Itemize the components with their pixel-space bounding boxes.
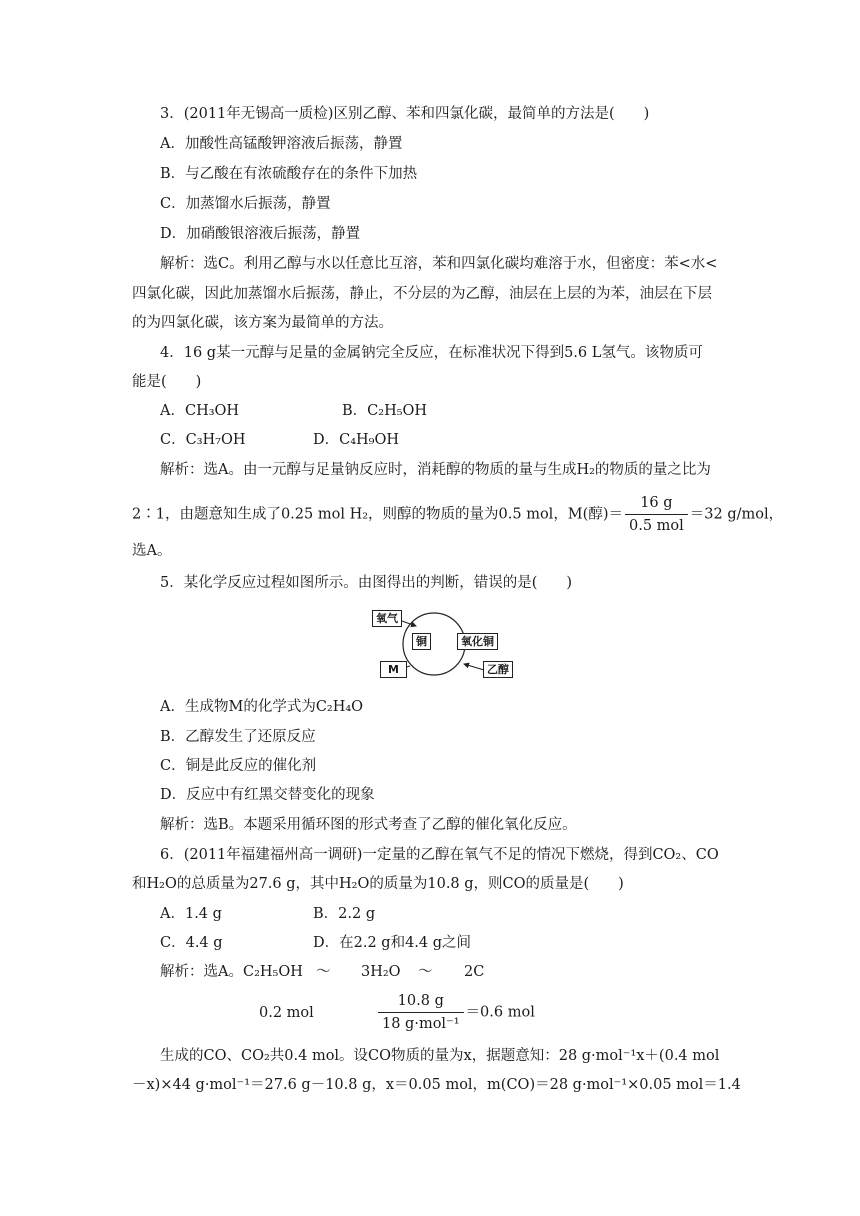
- q6-carbon-term: 2C: [464, 964, 485, 980]
- q6-fraction: [378, 992, 464, 1033]
- q4-answer-line-2: [132, 494, 783, 535]
- q5-option-c: C．铜是此反应的催化剂: [160, 758, 317, 774]
- q6-tail-line-1: 生成的CO、CO₂共0.4 mol。设CO物质的量为x，据题意知：28 g·mol⁻¹x＋(0.4 mol: [160, 1048, 720, 1064]
- q6-fraction-denominator: 18 g·mol⁻¹: [382, 1016, 460, 1032]
- q5-option-b: B．乙醇发生了还原反应: [160, 729, 316, 745]
- q6-tail-line-2: －x)×44 g·mol⁻¹＝27.6 g－10.8 g，x＝0.05 mol，m(CO)＝28 g·mol⁻¹×0.05 mol＝1.4: [132, 1077, 741, 1093]
- q4-answer-pre: 2∶1，由题意知生成了0.25 mol H₂，则醇的物质的量为0.5 mol，M(醇)＝: [132, 506, 623, 523]
- q3-option-a: A．加酸性高锰酸钾溶液后振荡，静置: [160, 136, 403, 152]
- q6-answer-label: 解析：选A。C₂H₅OH: [160, 964, 303, 980]
- copper-box: 铜: [412, 633, 431, 650]
- q6-water-calc: [376, 992, 535, 1033]
- q3-option-c: C．加蒸馏水后振荡，静置: [160, 196, 331, 212]
- q3-answer-line-2: 四氯化碳，因此加蒸馏水后振荡，静止，不分层的为乙醇，油层在上层的为苯，油层在下层: [132, 286, 712, 302]
- ethanol-box: 乙醇: [483, 661, 513, 678]
- q4-fraction: [625, 494, 688, 535]
- q6-stem-line-1: 6．(2011年福建福州高一调研)一定量的乙醇在氧气不足的情况下燃烧，得到CO₂、CO: [160, 847, 719, 863]
- q6-water-moles: ＝0.6 mol: [465, 1004, 535, 1021]
- q4-answer-post: ＝32 g/mol，: [689, 506, 784, 523]
- q4-option-a: A．CH₃OH: [160, 403, 240, 419]
- q6-fraction-numerator: 10.8 g: [378, 992, 464, 1013]
- q3-option-b: B．与乙酸在有浓硫酸存在的条件下加热: [160, 166, 418, 182]
- q5-answer: 解析：选B。本题采用循环图的形式考查了乙醇的催化氧化反应。: [160, 817, 577, 833]
- q6-water-term: 3H₂O: [361, 964, 401, 980]
- oxygen-box: 氧气: [372, 610, 402, 627]
- q3-answer-line-3: 的为四氯化碳，该方案为最简单的方法。: [132, 315, 393, 331]
- q4-option-b: B．C₂H₅OH: [342, 403, 428, 419]
- q6-option-c: C．4.4 g: [160, 935, 223, 951]
- copper-oxide-box: 氧化铜: [457, 633, 498, 650]
- q6-option-a: A．1.4 g: [160, 906, 222, 922]
- q4-option-c: C．C₃H₇OH: [160, 432, 246, 448]
- q5-option-a: A．生成物M的化学式为C₂H₄O: [160, 699, 364, 715]
- reaction-cycle-diagram: [366, 604, 516, 684]
- product-m-box: M: [380, 661, 407, 678]
- q4-fraction-numerator: 16 g: [625, 494, 688, 515]
- q4-stem-line-1: 4．16 g某一元醇与足量的金属钠完全反应，在标准状况下得到5.6 L氢气。该物质可: [160, 345, 703, 361]
- q4-answer-line-1: 解析：选A。由一元醇与足量钠反应时，消耗醇的物质的量与生成H₂的物质的量之比为: [160, 462, 711, 478]
- q4-option-d: D．C₄H₉OH: [313, 432, 400, 448]
- q6-stem-line-2: 和H₂O的总质量为27.6 g，其中H₂O的质量为10.8 g，则CO的质量是( ): [132, 876, 624, 892]
- ethanol-arrow: [464, 664, 484, 670]
- q5-option-d: D．反应中有红黑交替变化的现象: [160, 787, 375, 803]
- q4-stem-line-2: 能是( ): [132, 374, 202, 390]
- q3-answer-line-1: 解析：选C。利用乙醇与水以任意比互溶，苯和四氯化碳均难溶于水，但密度：苯<水<: [160, 256, 718, 272]
- q3-stem: 3．(2011年无锡高一质检)区别乙醇、苯和四氯化碳，最简单的方法是( ): [160, 106, 650, 122]
- q6-option-b: B．2.2 g: [313, 906, 376, 922]
- q4-answer-line-3: 选A。: [132, 543, 172, 559]
- q6-tilde-2: ～: [418, 964, 433, 980]
- q6-option-d: D．在2.2 g和4.4 g之间: [313, 935, 472, 951]
- q4-fraction-denominator: 0.5 mol: [628, 518, 684, 534]
- q6-tilde-1: ～: [316, 964, 331, 980]
- q5-stem: 5．某化学反应过程如图所示。由图得出的判断，错误的是( ): [160, 575, 573, 591]
- q6-ethanol-moles: 0.2 mol: [259, 1005, 314, 1021]
- q3-option-d: D．加硝酸银溶液后振荡，静置: [160, 226, 361, 242]
